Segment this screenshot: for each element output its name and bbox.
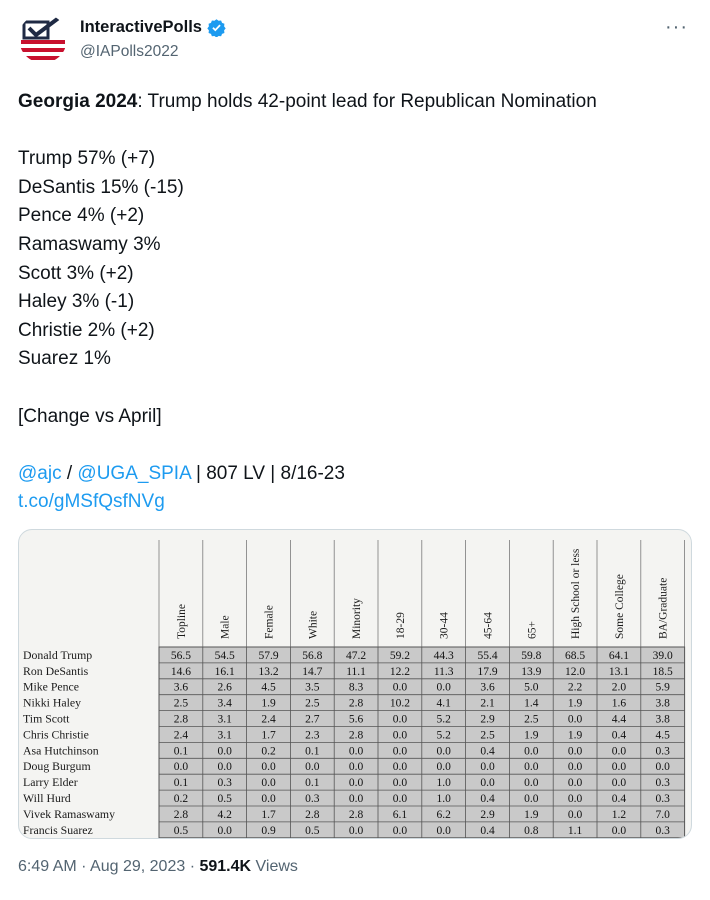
table-cell: 5.2 [436,713,451,726]
table-cell: 0.0 [436,681,451,694]
table-cell: 1.7 [261,729,276,742]
table-cell: 0.0 [348,824,364,837]
table-cell: 0.0 [567,808,583,821]
table-cell: 2.9 [480,713,495,726]
row-label: Vivek Ramaswamy [23,806,116,821]
table-cell: 10.2 [389,697,410,710]
column-header: Topline [175,604,188,639]
tweet-date[interactable]: Aug 29, 2023 [90,858,186,875]
table-cell: 0.0 [436,824,451,837]
table-cell: 0.2 [173,793,189,805]
table-cell: 11.3 [433,665,454,678]
table-cell: 0.0 [567,713,583,726]
table-cell: 0.0 [436,745,451,758]
table-cell: 0.0 [305,761,320,774]
table-cell: 2.4 [261,713,276,726]
table-cell: 0.0 [217,824,232,837]
table-cell: 3.8 [655,697,670,710]
row-label: Ron DeSantis [23,663,89,678]
table-cell: 1.9 [524,729,539,742]
row-label: Mike Pence [23,679,80,694]
table-cell: 0.3 [655,745,670,758]
table-cell: 0.3 [655,824,670,837]
column-header: BA/Graduate [657,577,670,639]
table-cell: 0.0 [392,713,408,726]
table-cell: 13.2 [258,665,279,678]
table-cell: 5.2 [436,729,451,742]
column-header: White [307,610,320,639]
table-cell: 14.7 [302,665,323,678]
mention-uga-spia[interactable]: @UGA_SPIA [77,462,191,484]
table-cell: 0.4 [480,793,495,805]
table-cell: 2.5 [480,729,495,742]
table-cell: 3.5 [305,681,320,694]
table-cell: 1.2 [611,808,627,821]
table-cell: 2.2 [567,681,583,694]
table-cell: 1.9 [261,697,276,710]
table-cell: 55.4 [477,649,498,662]
table-cell: 1.1 [567,824,583,837]
table-cell: 0.0 [392,761,408,774]
table-cell: 0.0 [567,777,583,790]
table-cell: 0.4 [611,793,627,805]
table-cell: 2.4 [173,729,189,742]
result-line: Pence 4% (+2) [18,205,145,227]
table-cell: 0.0 [524,793,539,805]
table-cell: 0.0 [392,729,408,742]
table-cell: 0.0 [348,793,364,805]
table-cell: 0.0 [567,793,583,805]
table-cell: 3.6 [173,681,189,694]
row-label: Francis Suarez [23,822,93,837]
views-count: 591.4K [199,858,252,875]
table-cell: 44.3 [433,649,454,662]
table-cell: 1.9 [567,697,583,710]
table-cell: 39.0 [652,649,673,662]
result-line: DeSantis 15% (-15) [18,176,184,198]
table-cell: 0.0 [348,761,364,774]
dot-separator: · [185,858,200,875]
table-cell: 7.0 [655,808,670,821]
table-cell: 0.1 [305,777,320,790]
mention-ajc[interactable]: @ajc [18,462,62,484]
column-header: 18-29 [394,612,407,639]
table-cell: 2.1 [480,697,495,710]
result-line: Trump 57% (+7) [18,148,156,170]
column-header: 45-64 [482,612,495,639]
row-label: Chris Christie [23,727,89,742]
table-cell: 0.0 [261,761,276,774]
headline-bold: Georgia 2024 [18,91,138,112]
table-cell: 3.1 [217,729,232,742]
table-cell: 0.0 [348,745,364,758]
tweet-header [18,14,692,66]
table-cell: 1.9 [524,808,539,821]
source-line [18,460,698,489]
table-cell: 0.0 [524,777,539,790]
table-cell: 2.8 [173,808,189,821]
table-cell: 14.6 [170,665,191,678]
table-cell: 0.0 [392,824,408,837]
table-cell: 0.0 [611,745,627,758]
table-cell: 18.5 [652,665,673,678]
table-cell: 0.3 [305,793,320,805]
table-cell: 56.5 [170,649,191,662]
user-handle[interactable]: @IAPolls2022 [80,43,179,60]
table-cell: 0.0 [348,777,364,790]
table-cell: 0.0 [392,681,408,694]
table-cell: 0.0 [392,745,408,758]
table-cell: 2.8 [348,729,364,742]
table-cell: 5.0 [524,681,539,694]
table-cell: 13.9 [521,665,542,678]
separator: / [61,462,78,484]
table-cell: 3.6 [480,681,495,694]
table-cell: 6.2 [436,808,451,821]
table-cell: 0.9 [261,824,276,837]
table-cell: 0.1 [173,777,189,790]
change-note: [Change vs April] [18,405,162,427]
table-cell: 12.0 [565,665,586,678]
row-label: Doug Burgum [23,759,91,774]
table-cell: 8.3 [348,681,364,694]
table-cell: 4.2 [217,808,232,821]
blank-line [18,117,698,146]
result-line: Scott 3% (+2) [18,262,134,284]
blank-line [18,431,698,460]
table-cell: 0.4 [480,745,495,758]
table-cell: 0.0 [392,793,408,805]
result-line: Haley 3% (-1) [18,291,135,313]
table-cell: 0.4 [480,824,495,837]
column-header: Minority [351,598,364,639]
table-cell: 0.0 [524,761,539,774]
table-cell: 0.0 [524,745,539,758]
table-cell: 0.5 [217,793,232,805]
result-line: Suarez 1% [18,348,111,370]
row-label: Will Hurd [23,791,71,805]
table-cell: 2.5 [524,713,539,726]
table-cell: 0.0 [480,761,495,774]
table-cell: 4.1 [436,697,451,710]
table-cell: 1.9 [567,729,583,742]
table-cell: 1.0 [436,793,451,805]
tweet-headline [18,88,698,117]
table-cell: 12.2 [389,665,410,678]
table-cell: 2.0 [611,681,627,694]
row-label: Larry Elder [23,775,78,790]
table-cell: 2.9 [480,808,495,821]
table-cell: 0.3 [655,793,670,805]
table-cell: 0.3 [217,777,232,790]
table-cell: 2.6 [217,681,232,694]
table-cell: 1.4 [524,697,539,710]
table-cell: 0.0 [567,761,583,774]
table-cell: 59.8 [521,649,542,662]
table-cell: 0.1 [173,745,189,758]
table-cell: 0.0 [611,761,627,774]
table-cell: 0.5 [305,824,320,837]
column-header: Female [263,605,276,639]
table-cell: 0.0 [261,793,276,805]
table-cell: 2.8 [348,808,364,821]
column-header: High School or less [570,548,583,639]
table-cell: 4.5 [655,729,670,742]
table-cell: 0.0 [436,761,451,774]
table-cell: 0.0 [480,777,495,790]
table-cell: 0.0 [611,824,627,837]
table-cell: 0.0 [261,777,276,790]
tweet-text [18,88,698,517]
table-cell: 0.0 [567,745,583,758]
table-cell: 16.1 [214,665,235,678]
more-options-icon[interactable]: ··· [665,16,688,38]
table-cell: 0.0 [173,761,189,774]
tweet-footer [18,858,298,876]
table-cell: 1.6 [611,697,627,710]
table-cell: 3.8 [655,713,670,726]
interactive-polls-logo-icon [18,14,68,64]
display-name[interactable]: InteractivePolls [80,18,202,36]
source-link-line [18,488,698,517]
table-cell: 57.9 [258,649,279,662]
table-cell: 0.1 [305,745,320,758]
table-cell: 1.7 [261,808,276,821]
tweet-time[interactable]: 6:49 AM [18,858,77,875]
table-cell: 2.8 [173,713,189,726]
views-label: Views [251,858,298,875]
table-cell: 4.4 [611,713,627,726]
table-cell: 2.5 [305,697,320,710]
headline-rest: : Trump holds 42-point lead for Republican Nomination [137,91,597,112]
row-label: Tim Scott [23,711,70,726]
name-row [80,18,226,37]
table-cell: 64.1 [608,649,629,662]
table-cell: 2.3 [305,729,320,742]
column-header: Some College [613,574,626,639]
table-cell: 5.6 [348,713,364,726]
verified-badge-icon [207,18,226,37]
table-cell: 0.0 [217,761,232,774]
blank-line [18,374,698,403]
table-cell: 0.0 [655,761,670,774]
table-cell: 0.0 [611,777,627,790]
table-cell: 4.5 [261,681,276,694]
table-cell: 0.8 [524,824,539,837]
poll-crosstab-table [19,530,691,838]
table-cell: 2.8 [348,697,364,710]
table-cell: 0.0 [217,745,232,758]
row-label: Asa Hutchinson [23,743,99,758]
table-cell: 0.0 [392,777,408,790]
table-cell: 2.5 [173,697,189,710]
table-cell: 0.3 [655,777,670,790]
table-cell: 1.0 [436,777,451,790]
result-line: Christie 2% (+2) [18,319,155,341]
table-cell: 68.5 [565,649,586,662]
avatar[interactable] [18,14,68,64]
column-header: Male [219,615,232,639]
table-cell: 3.4 [217,697,232,710]
table-cell: 13.1 [608,665,629,678]
dot-separator: · [76,858,91,875]
table-cell: 47.2 [346,649,367,662]
poll-table-image[interactable] [18,529,692,839]
row-label: Donald Trump [23,647,93,662]
result-line: Ramaswamy 3% [18,233,161,255]
poll-meta: | 807 LV | 8/16-23 [190,462,345,484]
table-cell: 6.1 [392,808,408,821]
column-header: 65+ [526,621,539,639]
table-cell: 0.2 [261,745,276,758]
table-cell: 17.9 [477,665,498,678]
table-cell: 11.1 [346,665,366,678]
table-cell: 3.1 [217,713,232,726]
table-cell: 59.2 [389,649,410,662]
table-cell: 56.8 [302,649,323,662]
table-cell: 2.8 [305,808,320,821]
table-cell: 2.7 [305,713,320,726]
table-cell: 54.5 [214,649,235,662]
table-cell: 5.9 [655,681,670,694]
column-header: 30-44 [438,612,451,639]
table-cell: 0.4 [611,729,627,742]
row-label: Nikki Haley [23,695,81,710]
table-cell: 0.5 [173,824,189,837]
short-link[interactable]: t.co/gMSfQsfNVg [18,491,165,513]
